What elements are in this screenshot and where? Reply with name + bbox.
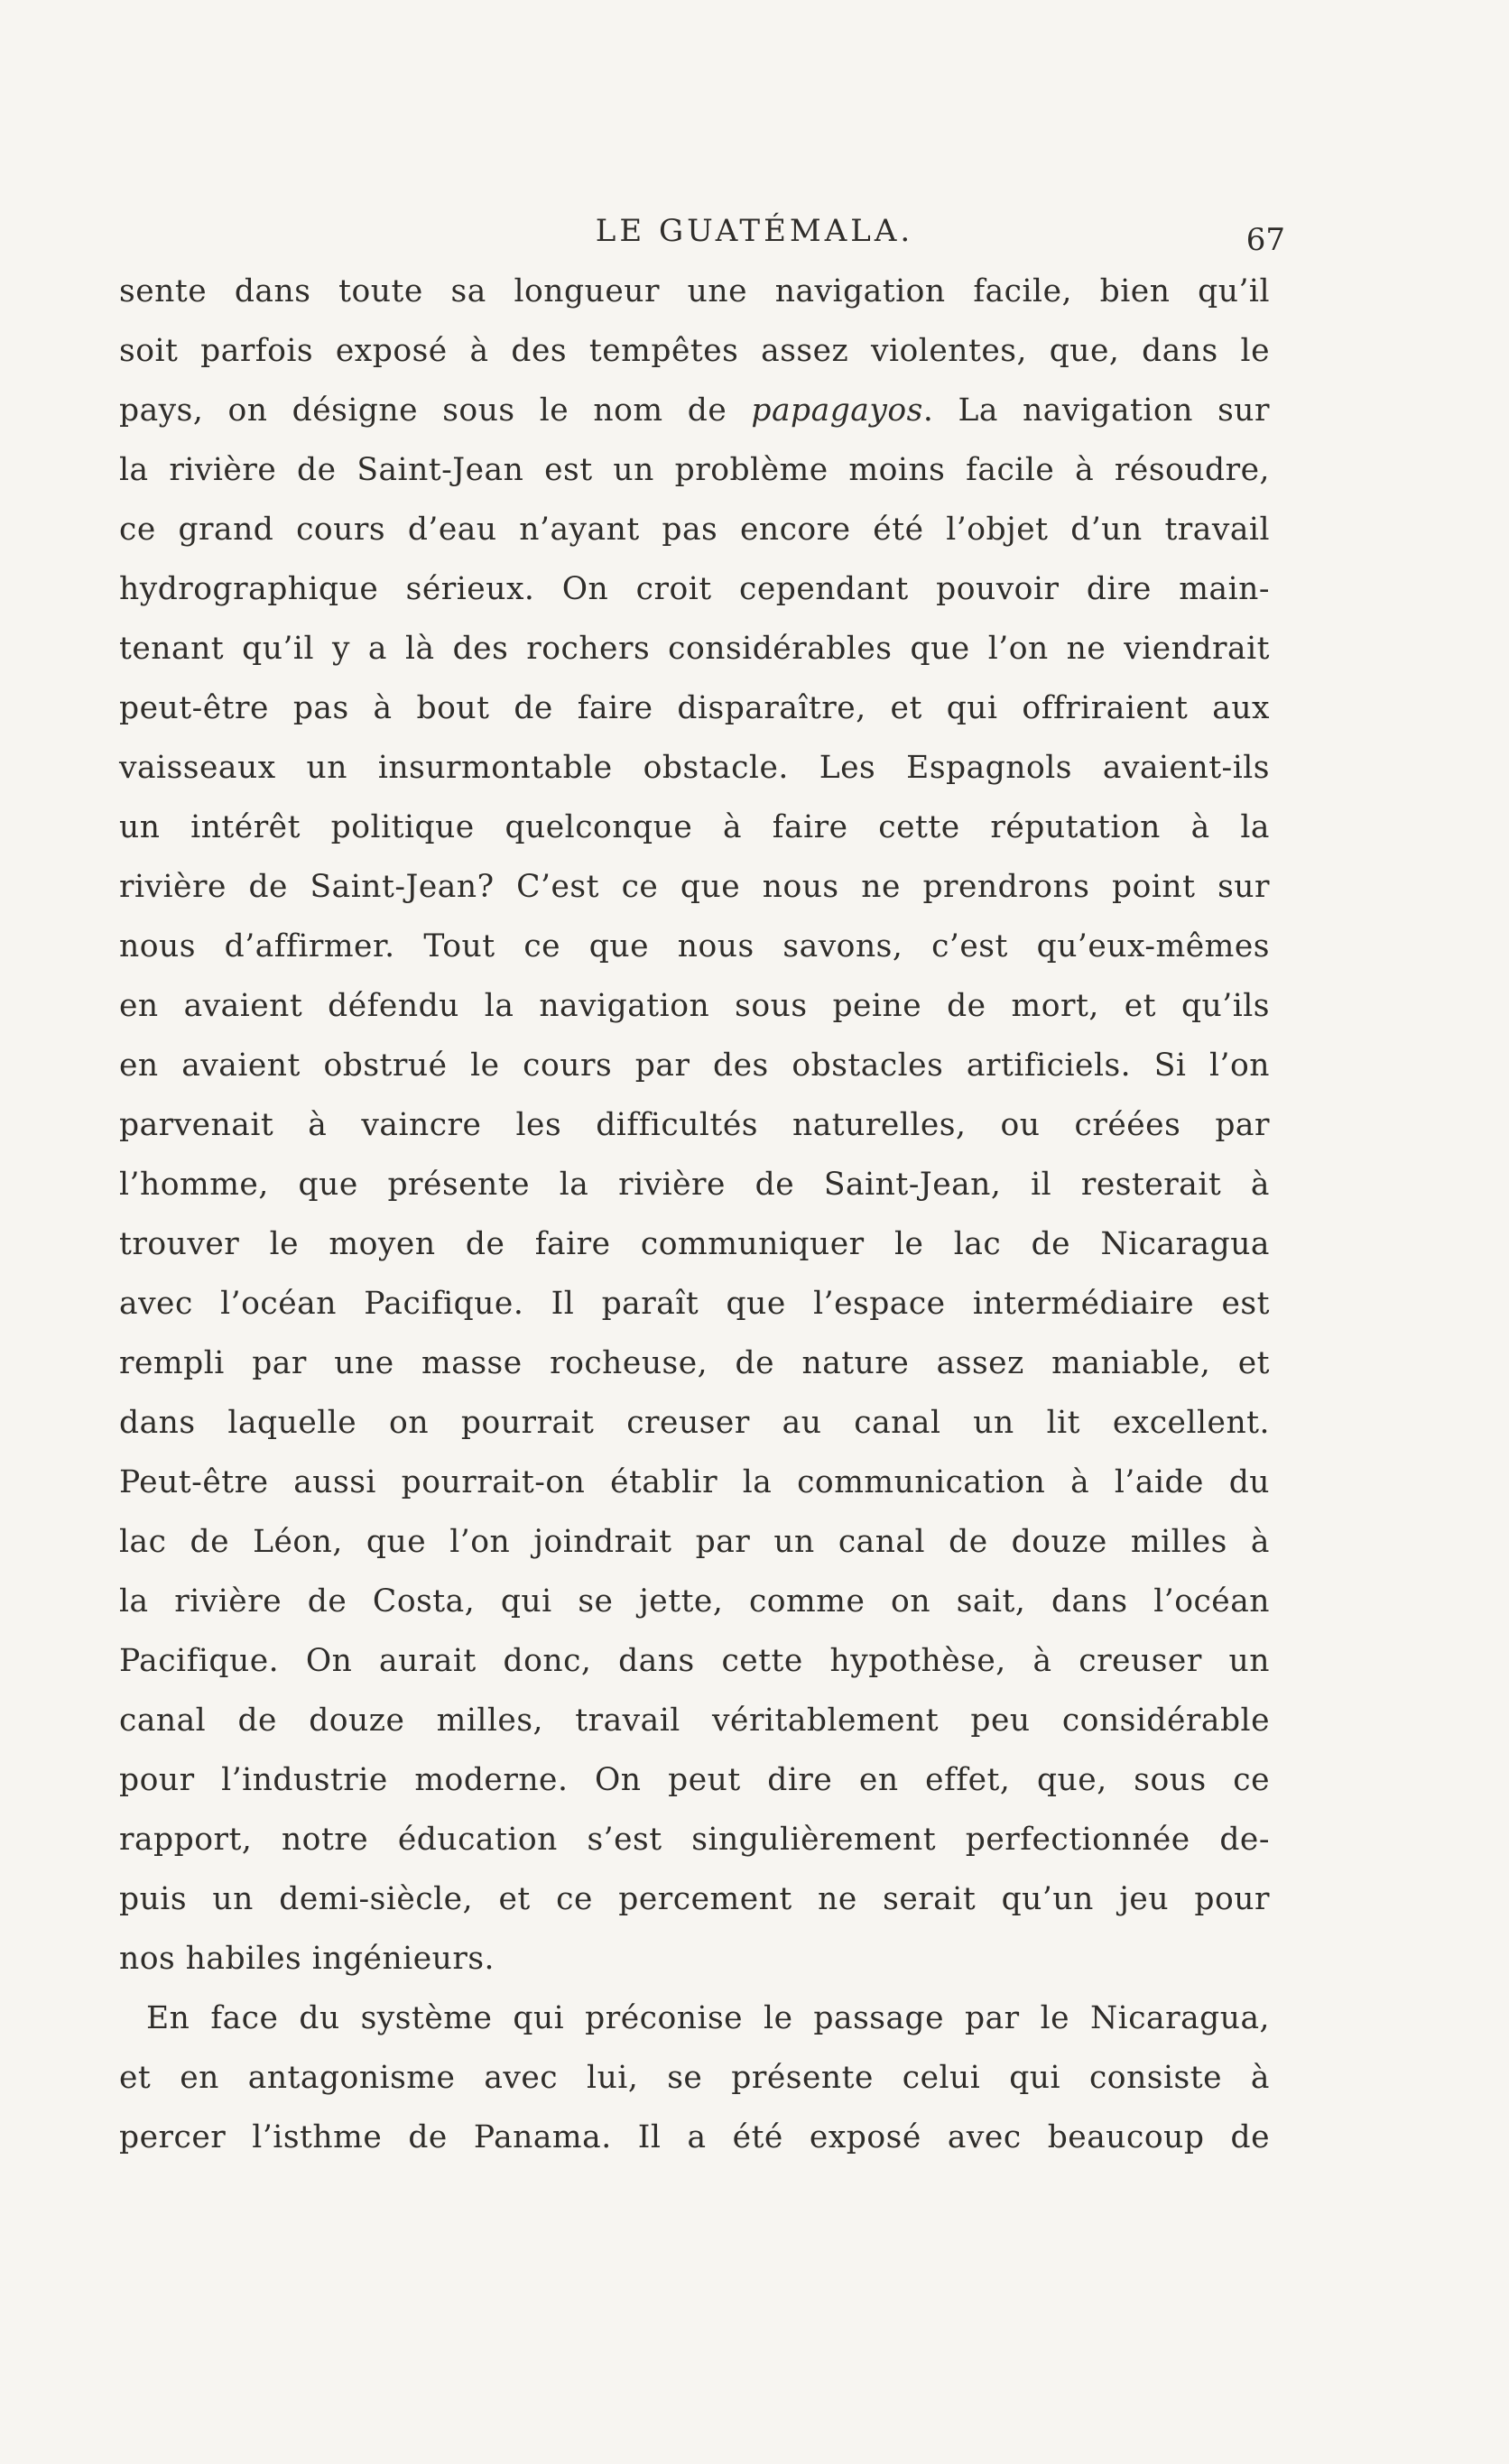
text-line-3 — [119, 381, 1270, 440]
text-line-9: vaisseaux un insurmontable obstacle. Les Espagnols avaient-ils — [119, 750, 1270, 786]
text-line-24: Pacifique. On aurait donc, dans cette hypothèse, à creuser un — [119, 1643, 1270, 1679]
italic-term: papagayos — [751, 392, 923, 429]
text-line-25: canal de douze milles, travail véritablement peu considérable — [119, 1703, 1270, 1739]
text-line-17: trouver le moyen de faire communiquer le lac de Nicaragua — [119, 1226, 1270, 1262]
text-line-7: tenant qu’il y a là des rochers considérables que l’on ne viendrait — [119, 631, 1270, 667]
text-line-18: avec l’océan Pacifique. Il paraît que l’espace intermédiaire est — [119, 1286, 1270, 1322]
text-line-19: rempli par une masse rocheuse, de nature assez maniable, et — [119, 1345, 1270, 1381]
text-line-3-end: . La navigation sur — [922, 392, 1270, 429]
text-line-32: percer l’isthme de Panama. Il a été exposé avec beaucoup de — [119, 2119, 1270, 2155]
text-line-26: pour l’industrie moderne. On peut dire en effet, que, sous ce — [119, 1762, 1270, 1798]
text-line-30: En face du système qui préconise le passage par le Nicaragua, — [146, 2000, 1270, 2036]
text-line-1: sente dans toute sa longueur une navigation facile, bien qu’il — [119, 273, 1270, 309]
body-text — [119, 262, 1270, 2167]
text-line-4: la rivière de Saint-Jean est un problème moins facile à résoudre, — [119, 452, 1270, 488]
text-line-20: dans laquelle on pourrait creuser au canal un lit excellent. — [119, 1405, 1270, 1441]
text-line-8: peut-être pas à bout de faire disparaître, et qui offriraient aux — [119, 690, 1270, 726]
text-line-22: lac de Léon, que l’on joindrait par un canal de douze milles à — [119, 1524, 1270, 1560]
text-line-14: en avaient obstrué le cours par des obstacles artificiels. Si l’on — [119, 1047, 1270, 1084]
text-line-13: en avaient défendu la navigation sous peine de mort, et qu’ils — [119, 988, 1270, 1024]
text-line-23: la rivière de Costa, qui se jette, comme on sait, dans l’océan — [119, 1583, 1270, 1620]
text-line-15: parvenait à vaincre les difficultés naturelles, ou créées par — [119, 1107, 1270, 1143]
text-line-11: rivière de Saint-Jean? C’est ce que nous ne prendrons point sur — [119, 869, 1270, 905]
text-line-21: Peut-être aussi pourrait-on établir la communication à l’aide du — [119, 1464, 1270, 1500]
text-line-2: soit parfois exposé à des tempêtes assez violentes, que, dans le — [119, 333, 1270, 369]
page-number: 67 — [1245, 222, 1285, 258]
running-head — [0, 213, 1509, 258]
running-title: LE GUATÉMALA. — [595, 213, 914, 249]
text-line-29: nos habiles ingénieurs. — [119, 1941, 495, 1977]
text-line-28: puis un demi-siècle, et ce percement ne serait qu’un jeu pour — [119, 1881, 1270, 1917]
text-line-5: ce grand cours d’eau n’ayant pas encore été l’objet d’un travail — [119, 512, 1270, 548]
text-line-10: un intérêt politique quelconque à faire cette réputation à la — [119, 809, 1270, 845]
text-line-3-start: pays, on désigne sous le nom de — [119, 392, 752, 429]
text-line-16: l’homme, que présente la rivière de Saint-Jean, il resterait à — [119, 1167, 1270, 1203]
text-line-31: et en antagonisme avec lui, se présente celui qui consiste à — [119, 2060, 1270, 2096]
text-line-27: rapport, notre éducation s’est singulièrement perfectionnée de- — [119, 1822, 1270, 1858]
text-line-12: nous d’affirmer. Tout ce que nous savons, c’est qu’eux-mêmes — [119, 928, 1270, 964]
text-line-6: hydrographique sérieux. On croit cependant pouvoir dire main- — [119, 571, 1270, 607]
